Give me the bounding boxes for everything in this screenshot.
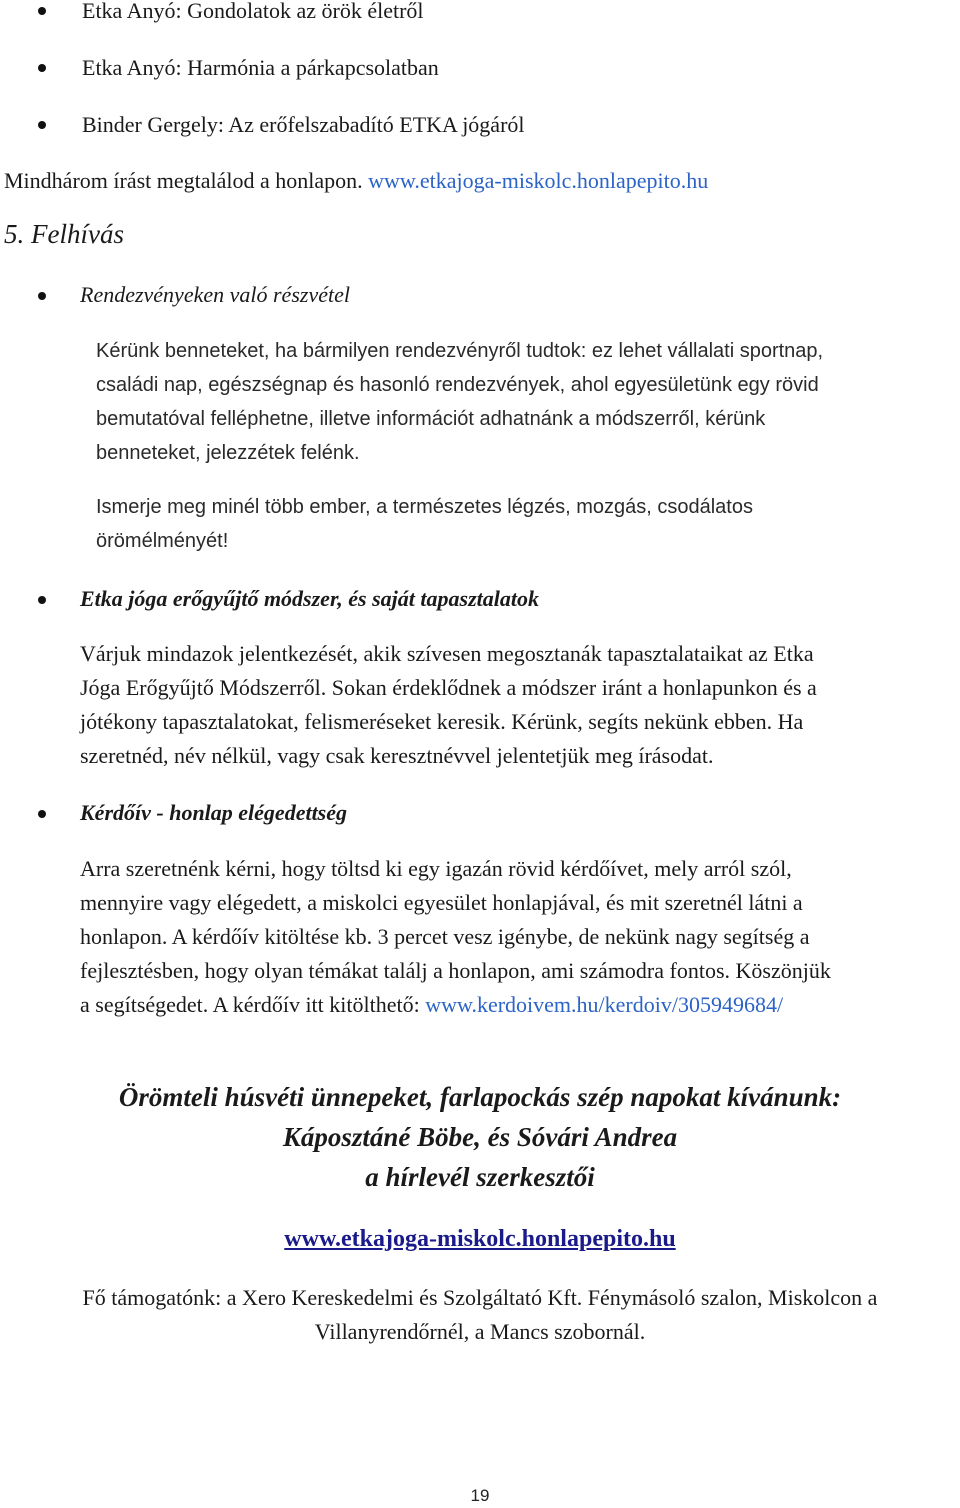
paragraph-text: a segítségedet. A kérdőív itt kitölthető:	[80, 992, 420, 1017]
paragraph-line: honlapon. A kérdőív kitöltése kb. 3 percet vesz igénybe, de nekünk nagy segítség a	[80, 924, 810, 949]
paragraph-line: Várjuk mindazok jelentkezését, akik szívesen megosztanák tapasztalataikat az Etka	[80, 641, 814, 666]
paragraph-line: bemutatóval felléphetne, illetve információt adhatnánk a módszerről, kérünk	[96, 408, 766, 430]
section-title: 5. Felhívás	[4, 219, 124, 249]
item-paragraph	[96, 334, 823, 470]
questionnaire-link[interactable]: www.kerdoivem.hu/kerdoiv/305949684/	[425, 992, 784, 1017]
bullet-icon	[38, 7, 46, 15]
list-item: Etka Anyó: Gondolatok az örök életről	[82, 0, 424, 23]
intro-line	[4, 164, 708, 198]
sponsor-line: Fő támogatónk: a Xero Kereskedelmi és Szolgáltató Kft. Fénymásoló szalon, Miskolcon a	[82, 1285, 878, 1310]
item-paragraph	[80, 852, 831, 1022]
greeting-line: Örömteli húsvéti ünnepeket, farlapockás szép napokat kívánunk:	[118, 1082, 842, 1112]
paragraph-line: fejlesztésben, hogy olyan témákat találj a honlapon, ami számodra fontos. Köszönjük	[80, 958, 831, 983]
item-heading: Kérdőív - honlap elégedettség	[80, 800, 348, 825]
paragraph-line: családi nap, egészségnap és hasonló rendezvények, ahol egyesületünk egy rövid	[96, 374, 819, 396]
page-number: 19	[470, 1486, 490, 1505]
bullet-icon	[38, 292, 46, 300]
paragraph-line: jótékony tapasztalatokat, felismeréseket keresik. Kérünk, segíts nekünk ebben. Ha	[80, 709, 804, 734]
paragraph-line: szeretnéd, név nélkül, vagy csak keresztnévvel jelentetjük meg írásodat.	[80, 743, 714, 768]
paragraph-line: Kérünk benneteket, ha bármilyen rendezvényről tudtok: ez lehet vállalati sportnap,	[96, 340, 824, 362]
item-heading: Etka jóga erőgyűjtő módszer, és saját tapasztalatok	[80, 586, 539, 611]
footer-website-link[interactable]: www.etkajoga-miskolc.honlapepito.hu	[284, 1226, 676, 1252]
sponsor-text	[0, 1281, 960, 1349]
paragraph-line: Ismerje meg minél több ember, a természetes légzés, mozgás, csodálatos	[96, 496, 753, 518]
intro-text: Mindhárom írást megtalálod a honlapon.	[4, 168, 363, 193]
paragraph-line	[80, 988, 831, 1022]
bullet-icon	[38, 810, 46, 818]
list-item: Etka Anyó: Harmónia a párkapcsolatban	[82, 55, 439, 80]
bullet-icon	[38, 596, 46, 604]
paragraph-line: mennyire vagy elégedett, a miskolci egyesület honlapjával, és mit szeretnél látni a	[80, 890, 803, 915]
paragraph-line: benneteket, jelezzétek felénk.	[96, 442, 360, 464]
paragraph-line: örömélményét!	[96, 530, 229, 552]
item-heading: Rendezvényeken való részvétel	[80, 282, 350, 307]
item-paragraph	[96, 490, 753, 558]
paragraph-line: Jóga Erőgyűjtő Módszerről. Sokan érdeklődnek a módszer iránt a honlapunkon és a	[80, 675, 817, 700]
sponsor-line: Villanyrendőrnél, a Mancs szobornál.	[314, 1319, 646, 1344]
website-link[interactable]: www.etkajoga-miskolc.honlapepito.hu	[368, 168, 709, 193]
greeting-line: Káposztáné Böbe, és Sóvári Andrea	[282, 1122, 678, 1152]
paragraph-line: Arra szeretnénk kérni, hogy töltsd ki egy igazán rövid kérdőívet, mely arról szól,	[80, 856, 792, 881]
item-paragraph	[80, 637, 817, 773]
list-item: Binder Gergely: Az erőfelszabadító ETKA jógáról	[82, 112, 525, 137]
bullet-icon	[38, 64, 46, 72]
bullet-icon	[38, 121, 46, 129]
greeting-line: a hírlevél szerkesztői	[365, 1162, 595, 1192]
